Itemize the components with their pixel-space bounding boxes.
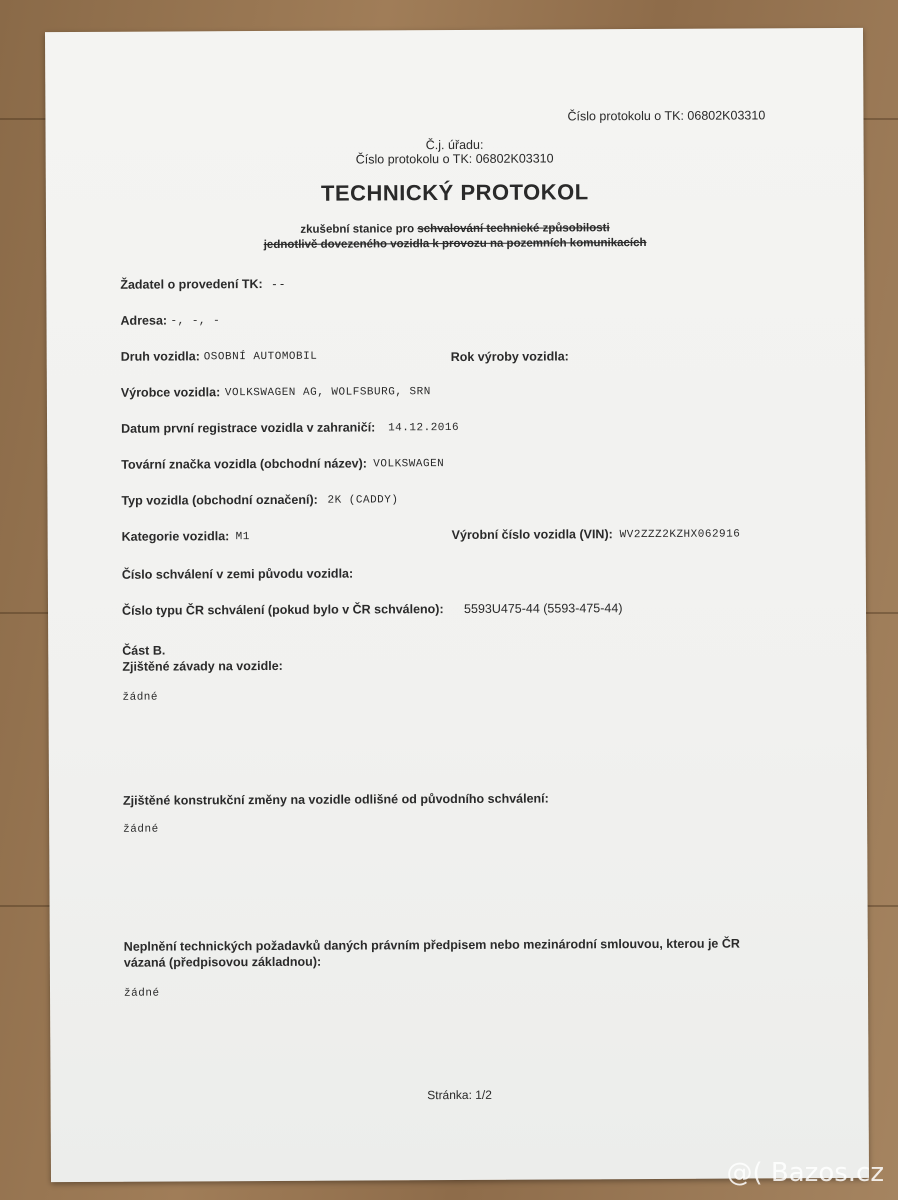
production-year-label: Rok výroby vozidla:	[450, 349, 569, 365]
defects-label: Zjištěné závady na vozidle:	[122, 658, 283, 674]
construction-changes-value: žádné	[123, 823, 159, 836]
subtitle-line-2: jednotlivě dovezeného vozidla k provozu na pozemních komunikacích	[263, 237, 647, 252]
cr-type-approval-label: Číslo typu ČR schválení (pokud bylo v ČR schváleno):	[121, 602, 444, 618]
document-page	[45, 28, 869, 1182]
model-label: Typ vozidla (obchodní označení):	[121, 492, 318, 508]
part-b-heading: Část B.	[122, 643, 166, 658]
category-label: Kategorie vozidla:	[121, 529, 230, 544]
applicant-label: Žadatel o provedení TK:	[120, 277, 263, 292]
construction-changes-label: Zjištěné konstrukční změny na vozidle odlišné od původního schválení:	[122, 791, 549, 808]
model-value: 2K (CADDY)	[327, 494, 399, 507]
subtitle-text: zkušební stanice pro	[300, 223, 418, 236]
category-value: M1	[235, 531, 250, 544]
address-value: -, -, -	[170, 315, 221, 328]
brand-value: VOLKSWAGEN	[373, 458, 445, 471]
brand-label: Tovární značka vozidla (obchodní název):	[121, 456, 367, 472]
vehicle-type-label: Druh vozidla:	[120, 349, 200, 364]
cr-type-approval-value: 5593U475-44 (5593-475-44)	[463, 601, 623, 616]
reference-number-label: Č.j. úřadu:	[425, 137, 484, 153]
subtitle-line-1	[46, 221, 864, 237]
vin-value: WV2ZZZ2KZHX062916	[619, 528, 741, 542]
manufacturer-label: Výrobce vozidla:	[120, 385, 221, 400]
nonfulfilment-label-line-1: Neplnění technických požadavků daných právním předpisem nebo mezinárodní smlouvou, kterou je ČR	[123, 936, 740, 954]
defects-value: žádné	[122, 691, 159, 704]
origin-approval-label: Číslo schválení v zemi původu vozidla:	[121, 566, 354, 582]
applicant-value: - -	[272, 276, 285, 291]
vin-label: Výrobní číslo vozidla (VIN):	[451, 527, 613, 543]
nonfulfilment-value: žádné	[123, 987, 160, 1000]
first-registration-value: 14.12.2016	[388, 421, 460, 435]
address-label: Adresa:	[120, 313, 168, 328]
document-title: TECHNICKÝ PROTOKOL	[320, 179, 589, 206]
first-registration-label: Datum první registrace vozidla v zahraničí:	[121, 420, 376, 436]
subtitle-struck-text: schvalování technické způsobilosti	[417, 222, 610, 236]
protocol-number: Číslo protokolu o TK: 06802K03310	[355, 151, 554, 167]
header-protocol-number: Číslo protokolu o TK: 06802K03310	[567, 108, 766, 124]
manufacturer-value: VOLKSWAGEN AG, WOLFSBURG, SRN	[224, 386, 431, 400]
nonfulfilment-label-line-2: vázaná (předpisovou základnou):	[123, 954, 322, 970]
vehicle-type-value: OSOBNÍ AUTOMOBIL	[203, 350, 318, 364]
page-number: Stránka: 1/2	[427, 1087, 492, 1103]
watermark-logo: @( Bazos.cz	[726, 1158, 884, 1188]
